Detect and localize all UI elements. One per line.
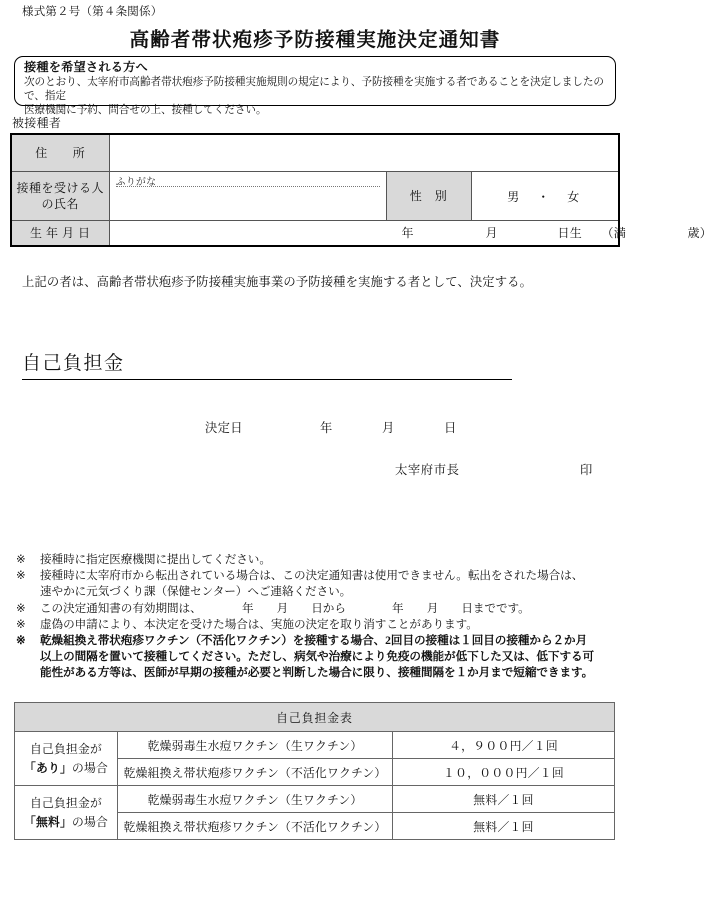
note-bullet-icon: ※ [16, 553, 26, 566]
name-field[interactable] [109, 172, 386, 221]
note-text-line: 虚偽の申請により、本決定を受けた場合は、実施の決定を取り消すことがあります。 [40, 617, 478, 631]
fee-category-line2: 「あり」の場合 [24, 760, 108, 775]
dob-day-unit: 日生 [557, 226, 583, 240]
furigana-area[interactable] [110, 172, 386, 220]
dob-month-unit: 月 [485, 226, 498, 240]
note-text [40, 568, 616, 600]
fee-category-cell [15, 786, 118, 840]
fee-category-cell [15, 732, 118, 786]
fee-table-row [15, 732, 615, 759]
recipient-caption: 被接種者 [12, 116, 62, 130]
dob-age-open: （満 [601, 226, 627, 240]
note-bullet-icon: ※ [16, 601, 26, 615]
decision-date-month: 月 [382, 421, 395, 435]
decision-date-row [0, 418, 630, 436]
address-field[interactable] [109, 134, 619, 172]
fee-table-row [15, 786, 615, 813]
cost-section-heading: 自己負担金 [22, 348, 512, 380]
fee-amount: １０，０００円／１回 [393, 759, 615, 786]
decision-sentence: 上記の者は、高齢者帯状疱疹予防接種実施事業の予防接種を実施する者として、決定する。 [22, 275, 533, 289]
note-text [40, 552, 616, 568]
form-number: 様式第２号（第４条関係） [22, 6, 163, 18]
note-item [16, 617, 616, 633]
note-text-line: 接種時に太宰府市から転出されている場合は、この決定通知書は使用できません。転出をされた場合は、 [40, 569, 584, 583]
decision-date-year: 年 [320, 421, 333, 435]
dob-age-close: 歳） [687, 226, 712, 240]
note-item [16, 552, 616, 568]
notice-body-line1: 次のとおり、太宰府市高齢者帯状疱疹予防接種実施規則の規定により、予防接種を実施する者であることを決定しましたので、指定 [24, 77, 604, 102]
fee-vaccine-name: 乾燥組換え帯状疱疹ワクチン（不活化ワクチン） [118, 759, 393, 786]
fee-table-body [15, 732, 615, 840]
note-item [16, 568, 616, 600]
note-text-line: 乾燥組換え帯状疱疹ワクチン（不活化ワクチン）を接種する場合、2回目の接種は１回目の接種から２か月 [40, 634, 588, 648]
note-item [16, 601, 616, 617]
dob-value-area[interactable] [110, 221, 712, 245]
note-text [40, 633, 616, 682]
note-text-line: 能性がある方等は、医師が早期の接種が必要と判断した場合に限り、接種間隔を１か月まで短縮できます。 [40, 666, 594, 680]
fee-vaccine-name: 乾燥弱毒生水痘ワクチン（生ワクチン） [118, 732, 393, 759]
mayor-signature-row [0, 460, 630, 478]
note-text-line: 速やかに元気づくり課（保健センター）へご連絡ください。 [40, 585, 352, 599]
fee-category-line1: 自己負担金が [30, 741, 102, 756]
notice-body-line2: 医療機関に予約、問合せの上、接種してください。 [24, 105, 267, 117]
fee-amount: ４，９００円／１回 [393, 732, 615, 759]
dob-label: 生 年 月 日 [11, 221, 109, 247]
dob-field[interactable] [109, 221, 712, 247]
note-text-line: 接種時に指定医療機関に提出してください。 [40, 553, 271, 566]
furigana-label: ふりがな [115, 177, 157, 188]
fee-category-line2: 「無料」の場合 [24, 814, 108, 829]
furigana-dotted-rule [116, 186, 380, 187]
recipient-form-table [10, 133, 712, 247]
fee-table-title: 自己負担金表 [15, 703, 615, 732]
fee-vaccine-name: 乾燥弱毒生水痘ワクチン（生ワクチン） [118, 786, 393, 813]
name-label-line1: 接種を受ける人 [16, 181, 104, 195]
name-label-line2: の氏名 [41, 197, 79, 211]
fee-category-line1: 自己負担金が [30, 795, 102, 810]
note-text [40, 601, 616, 617]
address-label: 住 所 [11, 134, 109, 172]
notes-list [16, 552, 616, 682]
fee-table [14, 702, 615, 840]
dob-year-unit: 年 [401, 226, 414, 240]
note-bullet-icon: ※ [16, 569, 26, 583]
note-text-line: この決定通知書の有効期間は、 年 月 日から 年 月 日までです。 [40, 601, 530, 615]
notice-heading: 接種を希望される方へ [24, 60, 148, 74]
table-row-address [11, 134, 619, 172]
notice-box [14, 56, 616, 117]
note-text [40, 617, 616, 633]
mayor-title: 太宰府市長 [395, 463, 460, 477]
table-row-name [11, 172, 619, 221]
note-bullet-icon: ※ [16, 617, 26, 631]
fee-amount: 無料／１回 [393, 813, 615, 840]
seal-mark-icon: 印 [580, 463, 593, 477]
note-text-line: 以上の間隔を置いて接種してください。ただし、病気や治療により免疫の機能が低下した又は、低下する可 [40, 650, 595, 664]
note-bullet-icon: ※ [16, 634, 26, 648]
fee-vaccine-name: 乾燥組換え帯状疱疹ワクチン（不活化ワクチン） [118, 813, 393, 840]
fee-amount: 無料／１回 [393, 786, 615, 813]
decision-date-day: 日 [444, 421, 457, 435]
document-title: 高齢者帯状疱疹予防接種実施決定通知書 [129, 30, 501, 51]
decision-date-label: 決定日 [205, 421, 243, 435]
name-label [11, 172, 109, 221]
table-row-dob [11, 221, 619, 247]
note-item [16, 633, 616, 682]
fee-table-header-row [15, 703, 615, 732]
gender-label: 性 別 [386, 172, 471, 221]
gender-choice[interactable]: 男 ・ 女 [471, 172, 619, 221]
